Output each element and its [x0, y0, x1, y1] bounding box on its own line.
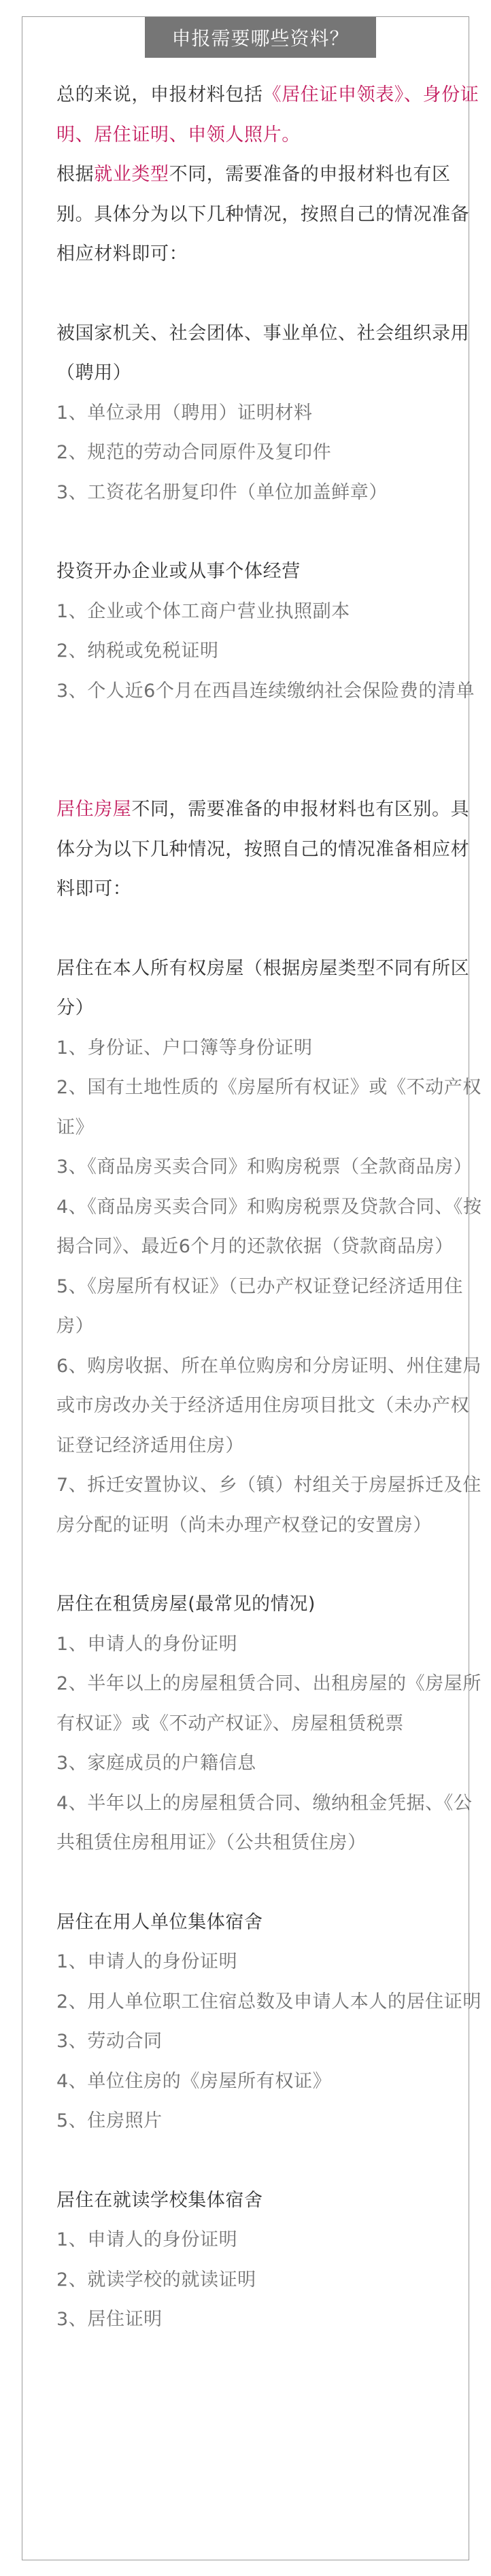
residence-section — [56, 2181, 485, 2340]
list-item: 2、半年以上的房屋租赁合同、出租房屋的《房屋所有权证》或《不动产权证》、房屋租赁税票 — [56, 1673, 481, 1734]
list-item: 2、规范的劳动合同原件及复印件 — [56, 442, 332, 463]
intro-text: 总的来说，申报材料包括 — [56, 84, 263, 105]
spacer — [56, 711, 485, 790]
content-frame — [22, 16, 482, 2560]
residence-intro — [56, 790, 485, 910]
residence-sections — [56, 949, 485, 2340]
spacer — [56, 910, 485, 949]
intro-text-2a: 根据 — [56, 164, 95, 185]
list-item: 1、单位录用（聘用）证明材料 — [56, 402, 313, 424]
list-item: 3、居住证明 — [56, 2309, 163, 2330]
list-item: 4、半年以上的房屋租赁合同、缴纳租金凭据、《公共租赁住房租用证》（公共租赁住房） — [56, 1792, 473, 1853]
section-heading: 被国家机关、社会团体、事业单位、社会组织录用（聘用） — [56, 322, 470, 383]
list-item: 4、单位住房的《房屋所有权证》 — [56, 2070, 332, 2092]
list-item: 4、《商品房买卖合同》和购房税票及贷款合同、《按揭合同》、最近6个月的还款依据（贷款商品房） — [56, 1196, 482, 1257]
list-item: 5、住房照片 — [56, 2110, 163, 2131]
list-item: 1、申请人的身份证明 — [56, 1951, 238, 1972]
residence-section — [56, 1903, 485, 2142]
employment-sections — [56, 314, 485, 712]
list-item: 6、购房收据、所在单位购房和分房证明、州住建局或市房改办关于经济适用住房项目批文（未办产权证登记经济适用住房） — [56, 1355, 481, 1456]
section-heading: 居住在本人所有权房屋（根据房屋类型不同有所区分） — [56, 957, 470, 1018]
intro-text-2b: 不同，需要准备的申报材料也有区别。具体分为以下几种情况，按照自己的情况准备相应材料即可： — [56, 164, 470, 264]
list-item: 5、《房屋所有权证》（已办产权证登记经济适用住房） — [56, 1275, 463, 1337]
intro-paragraph-2 — [56, 155, 485, 275]
list-item: 3、家庭成员的户籍信息 — [56, 1753, 256, 1774]
section-heading: 居住在就读学校集体宿舍 — [56, 2189, 263, 2211]
list-item: 3、《商品房买卖合同》和购房税票（全款商品房） — [56, 1156, 473, 1178]
section-heading: 居住在用人单位集体宿舍 — [56, 1911, 263, 1933]
list-item: 3、工资花名册复印件（单位加盖鲜章） — [56, 481, 388, 503]
list-item: 2、国有土地性质的《房屋所有权证》或《不动产权证》 — [56, 1077, 481, 1138]
employment-section — [56, 314, 485, 513]
list-item: 1、申请人的身份证明 — [56, 1633, 238, 1655]
employment-section — [56, 552, 485, 711]
spacer — [56, 275, 485, 314]
list-item: 3、劳动合同 — [56, 2031, 163, 2052]
intro-paragraph-1 — [56, 75, 485, 155]
intro-highlight: 《居住证申领表》、身份证明、居住证明、申领人照片。 — [56, 84, 479, 145]
list-item: 1、企业或个体工商户营业执照副本 — [56, 600, 350, 622]
list-item: 2、纳税或免税证明 — [56, 640, 219, 662]
list-item: 2、就读学校的就读证明 — [56, 2269, 256, 2290]
list-item: 7、拆迁安置协议、乡（镇）村组关于房屋拆迁及住房分配的证明（尚未办理产权登记的安置房） — [56, 1475, 481, 1536]
section-title-tab: 申报需要哪些资料？ — [145, 17, 376, 58]
list-item: 3、个人近6个月在西昌连续缴纳社会保险费的清单 — [56, 680, 475, 702]
residence-section — [56, 1585, 485, 1864]
content-body — [56, 75, 485, 2340]
residence-highlight: 居住房屋 — [56, 799, 132, 820]
section-heading: 投资开办企业或从事个体经营 — [56, 561, 301, 582]
residence-section — [56, 949, 485, 1546]
list-item: 2、用人单位职工住宿总数及申请人本人的居住证明 — [56, 1991, 481, 2012]
section-heading: 居住在租赁房屋(最常见的情况) — [56, 1594, 316, 1615]
residence-intro-text: 不同，需要准备的申报材料也有区别。具体分为以下几种情况，按照自己的情况准备相应材料即可： — [56, 799, 470, 899]
list-item: 1、申请人的身份证明 — [56, 2229, 238, 2250]
list-item: 1、身份证、户口簿等身份证明 — [56, 1037, 313, 1059]
employment-type-highlight: 就业类型 — [94, 164, 169, 185]
